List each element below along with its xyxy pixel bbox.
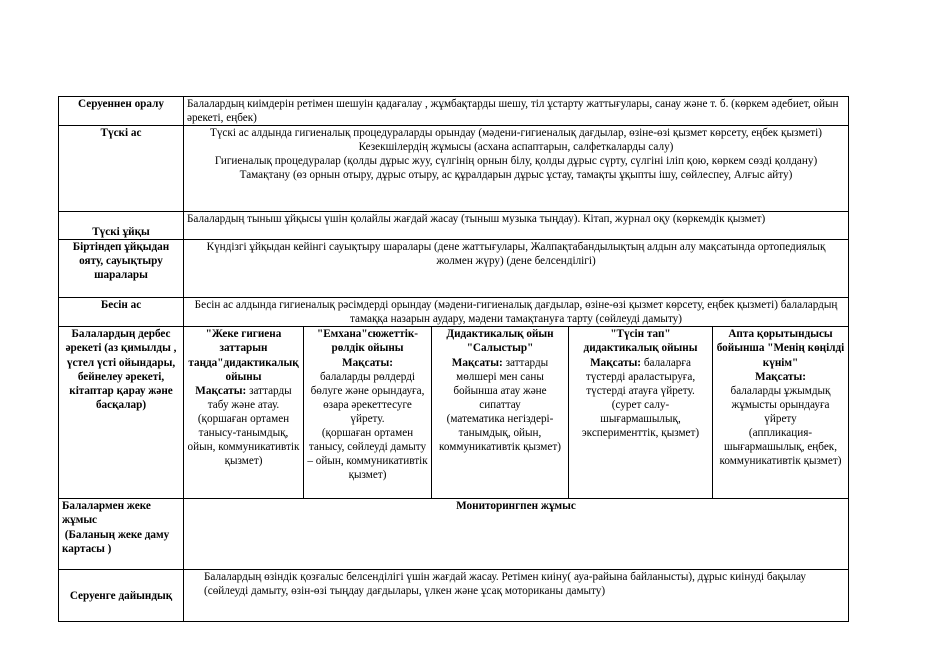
activity-goal: балаларға түстерді араластыруға, түстерді атауға үйрету. xyxy=(585,356,696,397)
activity-goal: балаларды ұжымдық жұмысты орындауға үйрету xyxy=(730,384,831,425)
activity-title: Апта қорытындысы бойынша "Менің көңілді күнім" xyxy=(716,328,845,369)
activity-title: "Түсін тап" дидактикалық ойыны xyxy=(583,328,698,355)
row-individual-work xyxy=(59,499,849,570)
goal-label: Мақсаты: xyxy=(195,384,247,397)
row-content-wakeup: Күндізгі ұйқыдан кейінгі сауықтыру шаралары (дене жаттығулары, Жалпақтабандылықтың алдын алу мақсатында ортопедиялық жолмен жүру) (дене белсенділігі) xyxy=(184,240,849,298)
activity-areas: (аппликация-шығармашылық, еңбек, коммуникативтік қызмет) xyxy=(719,427,842,468)
row-independent-activity xyxy=(59,327,849,499)
activity-cell-clinic-game xyxy=(304,327,432,499)
lunch-line-duty: Кезекшілердің жұмысы (асхана аспаптарын, салфеткаларды салу) xyxy=(358,141,674,154)
lunch-line-procedures: Гигиеналық процедуралар (қолды дұрыс жуу, сүлгінің орнын білу, қолды дұрыс сүрту, сүлгіні іліп қою, көркем сөзді қолдану) xyxy=(214,155,818,168)
lunch-line-hygiene: Түскі ас алдында гигиеналық процедураларды орындау (мәдени-гигиеналық дағдылар, өзіне-өзі қызмет көрсету, еңбек қызметі) xyxy=(210,127,823,140)
row-nap xyxy=(59,212,849,240)
activity-cell-compare-game xyxy=(432,327,569,499)
row-content-walk-prep: Балалардың өзіндік қозғалыс белсенділігі үшін жағдай жасау. Ретімен киіну( ауа-райына байланысты), дұрыс киінуді бақылау (сөйлеуді дамыту, өзін-өзі тыңдау дағдылары, үлкен және ұсақ моториканы дамыту) xyxy=(184,570,849,622)
row-content-snack: Бесін ас алдында гигиеналық рәсімдерді орындау (мәдени-гигиеналық дағдылар, өзіне-өзі қызмет көрсету, еңбек қызметі) балалардың тамаққа назарын аудару, мәдени тамақтануға тарту (сөйлеуді дамыту) xyxy=(184,298,849,327)
activity-goal: балаларды рөлдерді бөлуге және орындауға, өзара әрекеттесуге үйрету. xyxy=(310,370,425,425)
row-label-walk-return: Серуеннен оралу xyxy=(59,97,184,126)
activity-cell-hygiene-game xyxy=(184,327,304,499)
activity-title: "Жеке гигиена заттарын таңда"дидактикалық ойыны xyxy=(188,328,299,383)
goal-label: Мақсаты: xyxy=(590,356,642,369)
activity-areas: (қоршаған ортамен танысу-танымдық, ойын, коммуникативтік қызмет) xyxy=(187,412,300,468)
activity-areas: (қоршаған ортамен танысу, сөйлеуді дамыту – ойын, коммуникативтік қызмет) xyxy=(307,427,428,482)
row-label-walk-prep: Серуенге дайындық xyxy=(59,570,184,622)
daily-plan-table xyxy=(58,96,849,622)
row-content-walk-return: Балалардың киімдерін ретімен шешуін қадағалау , жұмбақтарды шешу, тіл ұстарту жаттығулары, санау және т. б. (көркем әдебиет, ойын әрекеті, еңбек) xyxy=(184,97,849,126)
row-label-lunch: Түскі ас xyxy=(59,126,184,212)
row-label-individual-work: Балалармен жеке жұмыс (Баланың жеке даму картасы ) xyxy=(59,499,184,570)
row-content-monitoring: Мониторингпен жұмыс xyxy=(184,499,849,570)
goal-label: Мақсаты: xyxy=(451,356,503,369)
row-content-nap: Балалардың тыныш ұйқысы үшін қолайлы жағдай жасау (тыныш музыка тыңдау). Кітап, журнал оқу (көркемдік қызмет) xyxy=(184,212,849,240)
row-walk-prep xyxy=(59,570,849,622)
row-snack xyxy=(59,298,849,327)
goal-label: Мақсаты: xyxy=(755,370,806,383)
row-label-snack: Бесін ас xyxy=(59,298,184,327)
activity-goal: заттарды мөлшері мен саны бойынша атау және сипаттау xyxy=(453,356,549,411)
activity-title: "Емхана"сюжеттік-рөлдік ойыны xyxy=(316,328,419,355)
goal-label: Мақсаты: xyxy=(342,356,393,369)
activity-cell-color-game xyxy=(569,327,713,499)
activity-areas: (математика негіздері-танымдық, ойын, коммуникативтік қызмет) xyxy=(439,412,561,454)
row-label-wakeup: Біртіндеп ұйқыдан ояту, сауықтыру шаралары xyxy=(59,240,184,298)
row-lunch xyxy=(59,126,849,212)
activity-title: Дидактикалық ойын "Салыстыр" xyxy=(446,328,554,355)
row-wakeup xyxy=(59,240,849,298)
row-content-lunch xyxy=(184,126,849,212)
activity-goal: заттарды табу және атау. xyxy=(207,384,292,411)
row-label-independent-activity: Балалардың дербес әрекеті (аз қимылды , үстел үсті ойындары, бейнелеу әрекеті, кітаптар қарау және басқалар) xyxy=(59,327,184,499)
activity-areas: (сурет салу-шығармашылық, эксперименттік, қызмет) xyxy=(581,398,700,440)
row-walk-return xyxy=(59,97,849,126)
lunch-line-eating: Тамақтану (өз орнын отыру, дұрыс отыру, ас құралдарын дұрыс ұстау, тамақты ұқыпты ішу, сөйлеспеу, Алғыс айту) xyxy=(239,169,793,182)
row-label-nap: Түскі ұйқы xyxy=(59,212,184,240)
activity-cell-week-summary xyxy=(713,327,849,499)
